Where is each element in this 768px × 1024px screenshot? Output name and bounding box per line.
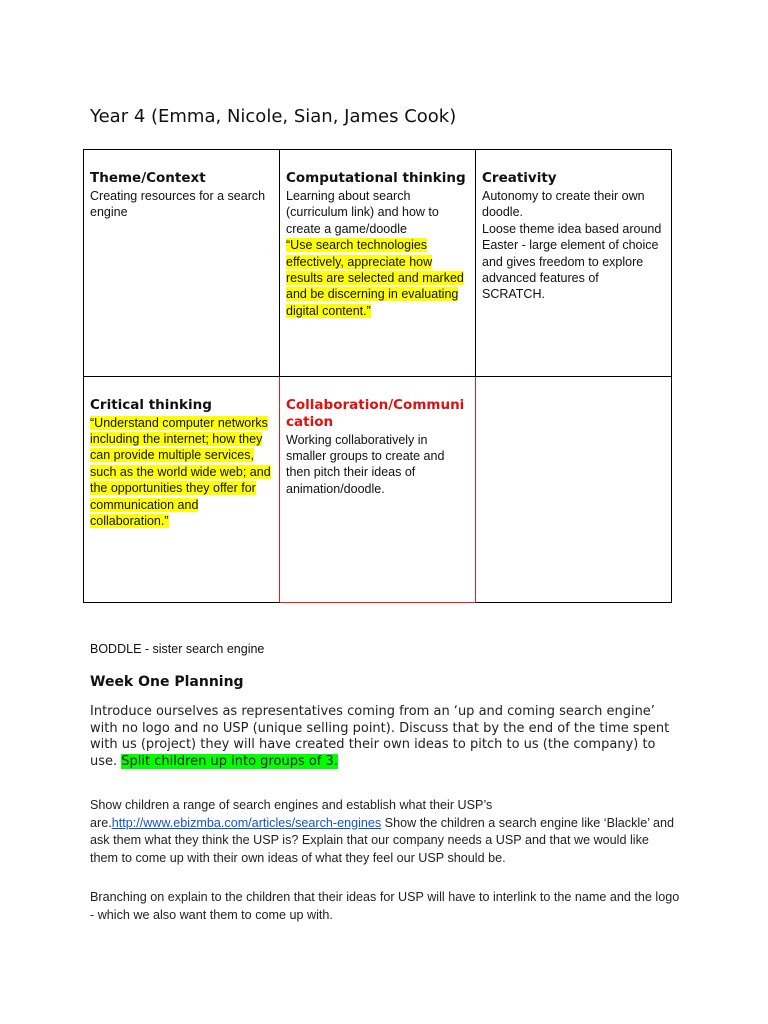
para1-after: Show the children a search engine like ‘Blackle’ and ask them what they think the USP is? Explain that our company needs a USP and that we would like them to come up with their own ideas of what they feel our USP should be. (90, 815, 675, 865)
branching-paragraph: Branching on explain to the children that their ideas for USP will have to interlink to the name and the logo - which we also want them to come up with. (90, 890, 680, 922)
theme-text: Creating resources for a search engine (90, 189, 266, 220)
critical-cell (84, 376, 280, 603)
para1-before: Show children a range of search engines and establish what their USP’s are. (90, 798, 493, 830)
grid-row (84, 376, 672, 603)
planning-grid (83, 149, 672, 603)
computational-text: Learning about search (curriculum link) and how to create a game/doodle (286, 189, 439, 236)
collaboration-heading: Collaboration/Communication (286, 396, 465, 430)
computational-quote: “Use search technologies effectively, appreciate how results are selected and marked and be discerning in evaluating digital content.” (286, 238, 464, 318)
page-title: Year 4 (Emma, Nicole, Sian, James Cook) (90, 106, 457, 127)
intro-text: Introduce ourselves as representatives coming from an ‘up and coming search engine’ with no logo and no USP (unique selling point). Discuss that by the end of the time spent with us (project) they will have created their own ideas to pitch to us (the company) to use. (90, 704, 670, 769)
critical-quote: “Understand computer networks including the internet; how they can provide multiple services, such as the world wide web; and the opportunities they offer for communication and collaboration.” (90, 415, 271, 528)
grid-row (84, 150, 672, 377)
ebizmba-link[interactable]: http://www.ebizmba.com/articles/search-engines (111, 815, 382, 830)
sister-search-engine-line: BODDLE - sister search engine (90, 642, 265, 656)
intro-paragraph (90, 704, 680, 770)
creativity-line-2: Loose theme idea based around Easter - large element of choice and gives freedom to explore advanced features of SCRATCH. (482, 221, 662, 302)
collaboration-text: Working collaboratively in smaller groups to create and then pitch their ideas of animation/doodle. (286, 432, 445, 496)
creativity-heading: Creativity (482, 170, 557, 186)
creativity-cell (476, 150, 672, 377)
critical-heading: Critical thinking (90, 396, 212, 413)
creativity-line-1: Autonomy to create their own doodle. (482, 189, 645, 220)
search-engines-paragraph (90, 797, 680, 867)
computational-heading: Computational thinking (286, 170, 466, 186)
week-one-heading: Week One Planning (90, 674, 244, 690)
theme-cell (84, 150, 280, 377)
empty-cell (476, 376, 672, 603)
collaboration-cell (280, 376, 476, 603)
theme-heading: Theme/Context (90, 170, 206, 186)
computational-cell (280, 150, 476, 377)
intro-highlight: Split children up into groups of 3. (121, 753, 338, 769)
